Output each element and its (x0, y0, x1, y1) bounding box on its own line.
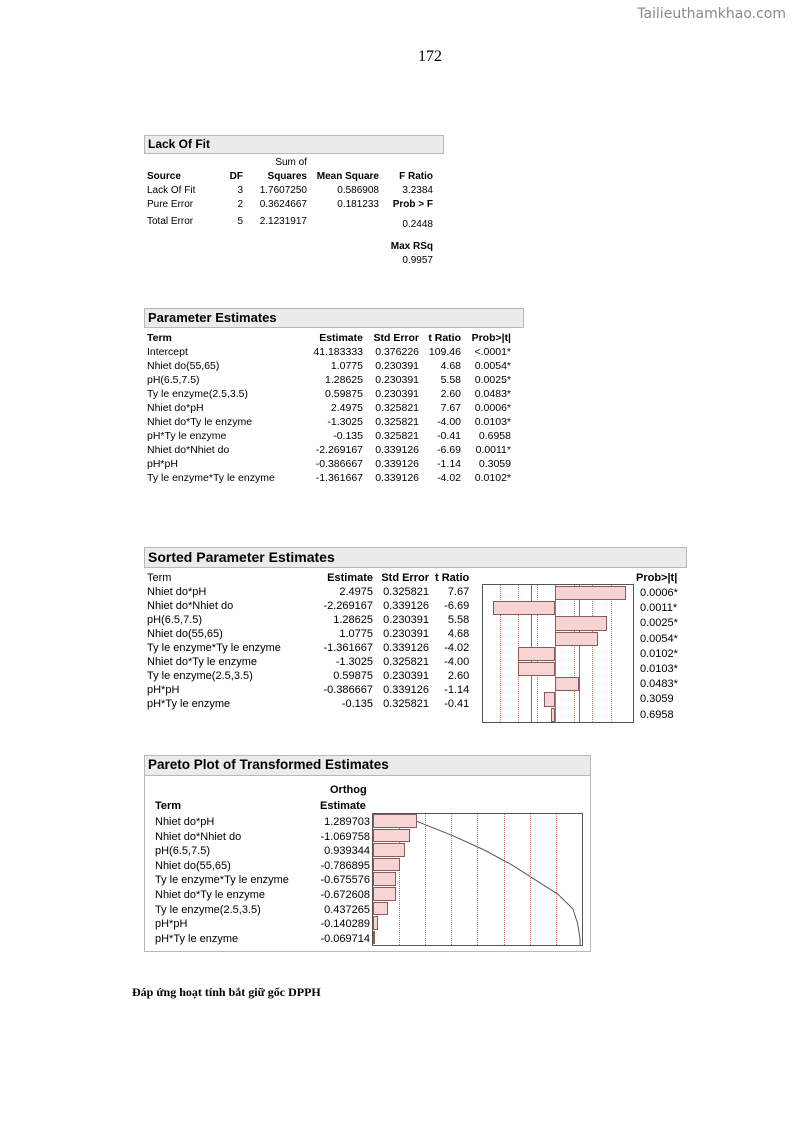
estimate-cell: -1.069758 (320, 830, 370, 843)
table-row (144, 585, 472, 599)
sorted-estimates-table (144, 571, 472, 711)
estimate-cell: 0.59875 (333, 670, 373, 682)
bar (373, 902, 388, 916)
estimate-cell: -2.269167 (315, 444, 363, 456)
estimate-cell: -1.3025 (327, 416, 363, 428)
table-row (144, 599, 472, 613)
caption: Đáp ứng hoạt tính bắt giữ gốc DPPH (132, 985, 321, 999)
stderr-cell: 0.339126 (375, 458, 419, 470)
pareto-panel (144, 755, 591, 952)
estimate-cell: 1.289703 (324, 816, 370, 828)
t-ratio-cell: -0.41 (444, 698, 470, 710)
prob-cell: 0.3059 (478, 458, 511, 470)
table-row (144, 184, 436, 198)
table-row (144, 457, 514, 471)
t-ratio-cell: 2.60 (440, 388, 461, 400)
grid-line (451, 814, 452, 945)
bar (373, 814, 417, 828)
term-cell: pH*pH (147, 458, 178, 470)
prob-cell: 0.0103* (474, 416, 511, 428)
prob-cell: 0.0483* (474, 388, 511, 400)
t-ratio-header: t Ratio (435, 572, 470, 584)
term-header: Term (155, 800, 182, 812)
t-ratio-cell: 7.67 (447, 586, 470, 598)
df-cell: 2 (237, 199, 243, 210)
estimate-cell: -1.361667 (315, 472, 363, 484)
parameter-estimates-table (144, 331, 514, 485)
term-cell: Ty le enzyme(2.5,3.5) (147, 670, 253, 682)
term-cell: Ty le enzyme*Ty le enzyme (147, 472, 275, 484)
stderr-cell: 0.339126 (383, 600, 429, 612)
sorted-estimates-title: Sorted Parameter Estimates (144, 547, 687, 568)
sorted-estimates-bar-chart (482, 584, 634, 723)
grid-line (425, 814, 426, 945)
term-cell: Ty le enzyme*Ty le enzyme (147, 642, 281, 654)
bar (518, 647, 555, 661)
term-cell: Ty le enzyme(2.5,3.5) (147, 388, 248, 400)
estimate-cell: -0.140289 (320, 918, 370, 931)
prob-cell: 0.6958 (478, 430, 511, 442)
t-ratio-cell: -6.69 (437, 444, 461, 456)
term-cell: Nhiet do*Ty le enzyme (147, 656, 258, 668)
estimate-cell: -0.135 (341, 698, 373, 710)
table-row (155, 815, 370, 830)
df-cell: 3 (237, 185, 243, 196)
pareto-title: Pareto Plot of Transformed Estimates (145, 756, 590, 776)
prob-cell: 0.0103* (640, 663, 678, 676)
estimate-cell: 0.939344 (324, 845, 370, 858)
prob-cell: 0.0102* (640, 647, 678, 660)
stderr-cell: 0.325821 (375, 430, 419, 442)
table-row (144, 641, 472, 655)
table-row (155, 888, 370, 903)
table-row (144, 697, 472, 711)
zero-line (555, 585, 556, 722)
ss-header-top: Sum of (275, 157, 307, 168)
estimate-cell: 1.28625 (325, 374, 363, 386)
bar (555, 586, 626, 600)
estimate-cell: -0.675576 (320, 874, 370, 887)
term-cell: Nhiet do*Nhiet do (147, 600, 234, 612)
estimate-cell: -0.786895 (320, 859, 370, 872)
table-row (155, 830, 370, 845)
stderr-cell: 0.339126 (383, 684, 429, 696)
t-ratio-cell: -4.00 (444, 656, 470, 668)
t-ratio-cell: 5.58 (447, 614, 470, 626)
term-cell: pH*pH (155, 918, 188, 931)
stderr-cell: 0.325821 (375, 416, 419, 428)
table-row (144, 373, 514, 387)
grid-line (477, 814, 478, 945)
estimate-header: Estimate (319, 332, 363, 344)
stderr-cell: 0.230391 (383, 628, 429, 640)
term-cell: pH*Ty le enzyme (155, 932, 239, 945)
estimate-cell: 1.0775 (330, 360, 363, 372)
prob-cell: 0.0025* (640, 617, 678, 630)
lack-of-fit-panel (144, 135, 444, 268)
table-row (155, 932, 370, 947)
source-cell: Total Error (147, 216, 194, 227)
term-cell: Nhiet do*Nhiet do (155, 830, 242, 843)
grid-line (592, 585, 593, 722)
stderr-cell: 0.376226 (375, 346, 419, 358)
lack-of-fit-title: Lack Of Fit (144, 135, 444, 154)
estimate-cell: 1.28625 (333, 614, 373, 626)
t-ratio-cell: -1.14 (437, 458, 461, 470)
table-row (144, 359, 514, 373)
table-row (144, 471, 514, 485)
estimate-cell: -0.386667 (315, 458, 363, 470)
estimate-cell: 1.0775 (339, 628, 373, 640)
bar (551, 708, 555, 722)
grid-line (530, 814, 531, 945)
prob-cell: 0.0011* (640, 602, 678, 615)
table-row (144, 627, 472, 641)
estimate-cell: -0.672608 (320, 888, 370, 901)
table-row (155, 844, 370, 859)
stderr-cell: 0.325821 (383, 586, 429, 598)
parameter-estimates-panel (144, 308, 524, 485)
term-cell: Intercept (147, 346, 188, 358)
bar (373, 872, 396, 886)
stderr-cell: 0.339126 (375, 444, 419, 456)
t-ratio-header: t Ratio (428, 332, 461, 344)
ms-cell: 0.586908 (337, 185, 379, 196)
term-cell: Nhiet do*Nhiet do (147, 444, 230, 456)
bar (373, 829, 410, 843)
ms-header: Mean Square (316, 171, 379, 182)
orthog-header: Estimate (320, 800, 366, 812)
stderr-header: Std Error (373, 332, 419, 344)
bar (373, 887, 396, 901)
grid-line (504, 814, 505, 945)
table-row (144, 613, 472, 627)
term-cell: pH*Ty le enzyme (147, 698, 231, 710)
table-row (144, 443, 514, 457)
t-ratio-cell: -0.41 (437, 430, 461, 442)
prob-f-label: Prob > F (392, 199, 433, 210)
df-cell: 5 (237, 216, 243, 227)
term-cell: Nhiet do(55,65) (155, 859, 231, 872)
t-ratio-cell: -6.69 (444, 600, 470, 612)
ss-cell: 2.1231917 (259, 216, 307, 227)
significance-line (579, 585, 580, 722)
ms-cell (310, 212, 382, 232)
table-row (144, 683, 472, 697)
estimate-cell: 2.4975 (330, 402, 363, 414)
prob-cell: 0.6958 (640, 708, 674, 721)
extra-cell: 3.2384 (402, 185, 433, 196)
table-row (155, 903, 370, 918)
stderr-cell: 0.339126 (383, 642, 429, 654)
term-cell: pH(6.5,7.5) (147, 374, 200, 386)
source-cell: Pure Error (147, 199, 194, 210)
sorted-estimates-panel (144, 547, 687, 727)
prob-cell: 0.0102* (474, 472, 511, 484)
lack-of-fit-table (144, 156, 436, 268)
t-ratio-cell: -4.02 (437, 472, 461, 484)
table-row (155, 859, 370, 874)
source-header: Source (147, 171, 181, 182)
table-row (144, 429, 514, 443)
estimate-cell: -1.3025 (335, 656, 373, 668)
term-cell: Nhiet do*Ty le enzyme (147, 416, 253, 428)
term-cell: Nhiet do*Ty le enzyme (155, 888, 266, 901)
max-rsq-label: Max RSq (390, 241, 433, 252)
prob-cell: 0.0054* (474, 360, 511, 372)
table-row (144, 669, 472, 683)
bar (555, 677, 579, 691)
term-cell: pH*Ty le enzyme (147, 430, 227, 442)
source-cell: Lack Of Fit (147, 185, 196, 196)
term-cell: pH(6.5,7.5) (147, 614, 203, 626)
bar (544, 692, 555, 706)
bar (555, 632, 598, 646)
estimate-header: Estimate (327, 572, 373, 584)
term-header: Term (147, 332, 172, 344)
orthog-header-top: Orthog (330, 784, 367, 796)
term-cell: Ty le enzyme(2.5,3.5) (155, 903, 261, 916)
t-ratio-cell: 5.58 (440, 374, 461, 386)
ss-header: Squares (267, 171, 307, 182)
t-ratio-cell: 4.68 (440, 360, 461, 372)
ss-cell: 0.3624667 (259, 199, 307, 210)
table-row (144, 212, 436, 232)
ms-cell: 0.181233 (337, 199, 379, 210)
grid-line (611, 585, 612, 722)
extra-cell: 0.2448 (402, 219, 433, 230)
table-row (144, 198, 436, 212)
stderr-cell: 0.230391 (383, 670, 429, 682)
estimate-cell: -2.269167 (323, 600, 373, 612)
grid-line (574, 585, 575, 722)
bar (373, 916, 378, 930)
pareto-bar-chart (372, 813, 583, 946)
prob-header: Prob>|t| (636, 572, 678, 584)
watermark: Tailieuthamkhao.com (637, 6, 786, 22)
bar (373, 931, 375, 945)
prob-cell: 0.0054* (640, 632, 678, 645)
t-ratio-cell: 2.60 (447, 670, 470, 682)
table-row (144, 655, 472, 669)
t-ratio-cell: 7.67 (440, 402, 461, 414)
bar (555, 616, 607, 630)
term-cell: Nhiet do*pH (147, 402, 204, 414)
estimate-cell: 2.4975 (339, 586, 373, 598)
df-header: DF (229, 171, 243, 182)
table-row (144, 387, 514, 401)
table-row (144, 415, 514, 429)
term-cell: Nhiet do*pH (155, 816, 215, 828)
estimate-cell: 41.183333 (313, 346, 363, 358)
stderr-cell: 0.325821 (383, 656, 429, 668)
max-rsq-value: 0.9957 (402, 255, 433, 266)
bar (493, 601, 555, 615)
stderr-cell: 0.339126 (375, 472, 419, 484)
term-header: Term (147, 572, 172, 584)
prob-cell: 0.0011* (475, 444, 511, 456)
estimate-cell: 0.437265 (324, 903, 370, 916)
stderr-cell: 0.230391 (383, 614, 429, 626)
term-cell: Nhiet do(55,65) (147, 360, 220, 372)
ss-cell: 1.7607250 (259, 185, 307, 196)
prob-cell: <.0001* (474, 346, 511, 358)
stderr-cell: 0.230391 (375, 360, 419, 372)
prob-cell: 0.3059 (640, 693, 674, 706)
t-ratio-cell: -4.00 (437, 416, 461, 428)
grid-line (556, 814, 557, 945)
term-cell: Nhiet do*pH (147, 586, 207, 598)
bar (373, 843, 405, 857)
estimate-cell: -0.386667 (323, 684, 373, 696)
stderr-cell: 0.230391 (375, 374, 419, 386)
f-ratio-header: F Ratio (399, 171, 433, 182)
parameter-estimates-title: Parameter Estimates (144, 308, 524, 328)
prob-cell: 0.0006* (474, 402, 511, 414)
estimate-cell: -1.361667 (323, 642, 373, 654)
estimate-cell: 0.59875 (325, 388, 363, 400)
term-cell: pH(6.5,7.5) (155, 845, 211, 858)
table-row (144, 345, 514, 359)
term-cell: Ty le enzyme*Ty le enzyme (155, 874, 289, 887)
table-row (155, 917, 370, 932)
table-row (144, 401, 514, 415)
stderr-header: Std Error (381, 572, 429, 584)
stderr-cell: 0.325821 (383, 698, 429, 710)
prob-cell: 0.0006* (640, 587, 678, 599)
prob-header: Prob>|t| (471, 332, 511, 344)
prob-cell: 0.0483* (640, 678, 678, 691)
estimate-cell: -0.135 (333, 430, 363, 442)
bar (518, 662, 555, 676)
t-ratio-cell: 109.46 (428, 346, 461, 358)
term-cell: pH*pH (147, 684, 180, 696)
t-ratio-cell: -4.02 (444, 642, 470, 654)
page-number: 172 (418, 48, 442, 65)
stderr-cell: 0.325821 (375, 402, 419, 414)
term-cell: Nhiet do(55,65) (147, 628, 223, 640)
prob-cell: 0.0025* (474, 374, 511, 386)
table-row (155, 873, 370, 888)
stderr-cell: 0.230391 (375, 388, 419, 400)
bar (373, 858, 400, 872)
t-ratio-cell: -1.14 (444, 684, 470, 696)
estimate-cell: -0.069714 (320, 932, 370, 945)
t-ratio-cell: 4.68 (447, 628, 470, 640)
